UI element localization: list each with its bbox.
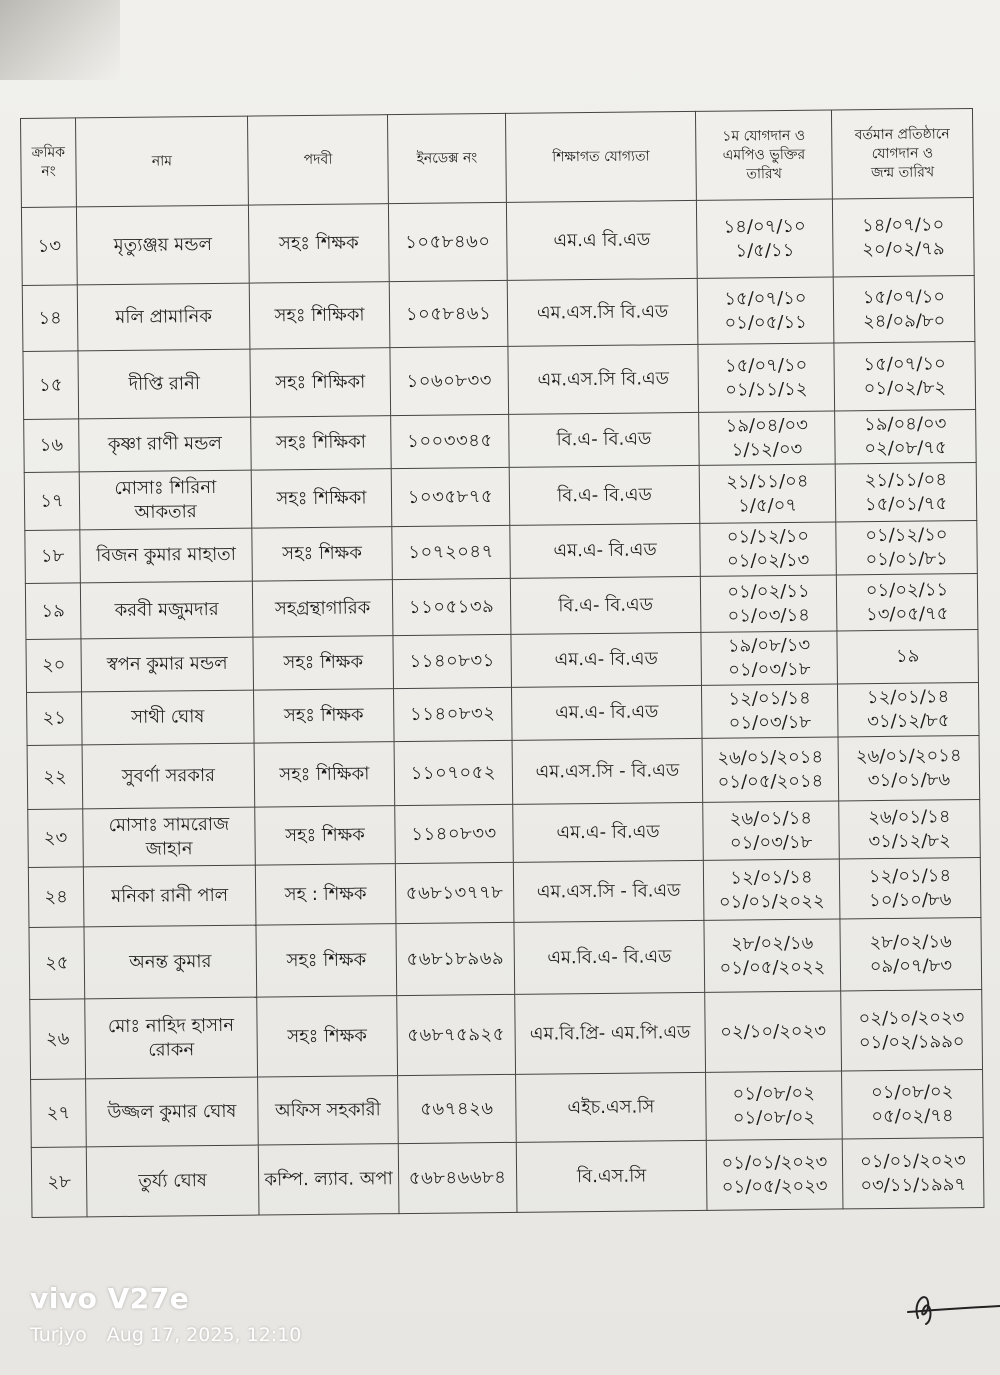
cell-name: মনিকা রানী পাল [83,865,256,927]
cell-index: ৫৬৮১৮৯৬৯ [396,922,515,995]
cell-current-join [842,1069,984,1138]
cell-first-join [699,411,836,465]
photo-caption [30,1324,315,1346]
cell-first-join [697,277,834,344]
date-line: ৩১/১২/৮৫ [867,710,950,733]
cell-name: সুবর্ণা সরকার [82,743,255,809]
cell-first-join [700,575,837,632]
cell-serial: ১৭ [24,472,80,531]
table-row [31,1069,984,1147]
cell-qualification: এম.এ বি.এড [506,200,697,280]
cell-name: অনন্ত কুমার [84,925,257,999]
date-line: ১৫/০৭/১০ [724,354,808,377]
date-line: ২৮/০২/১৬ [730,932,814,955]
cell-designation: সহঃ শিক্ষক [257,996,398,1077]
cell-designation: সহঃ শিক্ষক [248,204,389,283]
cell-name: স্বপন কুমার মন্ডল [81,637,254,692]
cell-current-join [832,198,974,277]
date-line: ০১/০২/১১ [865,578,949,601]
cell-name: মৃত্যুঞ্জয় মন্ডল [76,205,249,285]
date-line: ০১/০১/২০২৩ [860,1149,966,1172]
cell-designation: সহ : শিক্ষক [255,864,396,925]
cell-first-join [704,919,841,992]
table-row [23,342,976,420]
cell-first-join [701,631,838,685]
date-line: ০৩/১১/১৯৯৭ [860,1173,967,1196]
date-line: ০১/০৩/১৮ [728,658,811,681]
date-line: ০১/০৫/২০২২ [719,956,826,979]
cell-serial: ২৬ [30,999,86,1080]
cell-current-join [836,521,978,575]
header-first-join-line: ১ম যোগদান ও [722,127,806,145]
date-line: ০১/০১/৮১ [865,548,948,571]
cell-index: ১১০৭০৫২ [394,740,513,805]
date-line: ০৯/০৭/৮৩ [869,954,953,977]
cell-name: সাথী ঘোষ [82,690,255,745]
date-line: ১৯ [895,645,920,667]
cell-serial: ১৩ [21,207,77,286]
cell-serial: ১৪ [22,285,78,352]
cell-designation: সহঃ শিক্ষিকা [254,742,395,807]
cell-qualification: বি.এ- বি.এড [509,465,700,525]
cell-designation: কম্পি. ল্যাব. অপা [258,1144,399,1215]
cell-serial: ২০ [26,639,82,693]
cell-name: উজ্জল কুমার ঘোষ [86,1077,259,1147]
date-line: ১৫/০৭/১০ [863,352,946,375]
date-line: ০২/১০/২০২৩ [858,1006,965,1029]
table-row [28,857,981,927]
date-line: ০১/০৩/১৪ [727,604,810,627]
date-line: ১২/০১/১৪ [728,687,811,710]
camera-watermark: vivo V27e [30,1282,190,1315]
cell-designation: সহঃ শিক্ষক [256,924,397,997]
cell-index: ১০৭২০৪৭ [392,525,511,579]
cell-index: ১১৪০৮৩২ [393,687,512,741]
cell-index: ৫৬৮৭৫৯২৫ [397,994,516,1075]
cell-current-join [835,463,977,522]
table-row [30,989,983,1079]
table-row [28,799,981,867]
header-row [21,109,974,208]
cell-serial: ২৩ [28,809,84,868]
date-line: ১২/০১/১৪ [868,864,952,887]
cell-qualification: এইচ.এস.সি [516,1072,707,1142]
date-line: ১৪/০৭/১০ [861,213,945,236]
date-line: ০১/১২/১০ [726,525,810,548]
date-line: ২৮/০২/১৬ [869,930,952,953]
cell-designation: সহগ্রন্থাগারিক [252,580,393,637]
header-designation: পদবী [247,115,388,205]
date-line: ২৬/০১/১৪ [729,807,813,830]
cell-name: তুর্য্য ঘোষ [86,1145,259,1217]
date-line: ০৫/০২/৭৪ [871,1104,954,1127]
cell-name: মলি প্রামানিক [77,283,250,351]
date-line: ১৯/০৮/১৩ [727,634,811,657]
date-line: ৩১/০১/৮৬ [867,768,951,791]
table-row [27,735,980,809]
cell-current-join [841,989,983,1070]
date-line: ১৯/০৪/০৩ [864,413,947,436]
table-row [25,574,978,640]
cell-designation: সহঃ শিক্ষক [254,689,395,743]
date-line: ০১/০২/১১ [727,580,810,603]
cell-first-join [700,522,837,576]
cell-qualification: এম.এ- বি.এড [513,802,704,862]
cell-serial: ২৫ [29,927,85,1000]
page-corner-shadow [0,0,120,80]
cell-name: কৃষ্ণা রাণী মন্ডল [79,417,252,472]
cell-qualification: এম.এ- বি.এড [510,523,701,578]
header-current-join-line: জন্ম তারিখ [871,163,935,181]
cell-designation: সহঃ শিক্ষক [252,527,393,581]
date-line: ২১/১১/০৪ [864,468,948,491]
cell-qualification: এম.বি.প্রি- এম.পি.এড [515,992,706,1074]
table-row [22,276,975,352]
date-line: ১৩/০৫/৭৫ [865,602,949,625]
signature-mark [904,1280,1000,1330]
table-row [29,917,982,999]
cell-designation: অফিস সহকারী [258,1076,399,1145]
date-line: ০১/০৩/১৮ [728,711,812,734]
cell-name: মোসাঃ শিরিনা আকতার [79,470,252,530]
cell-current-join [838,735,980,800]
cell-current-join [839,799,981,858]
cell-name: বিজন কুমার মাহাতা [80,528,253,583]
date-line: ১/১২/০৩ [731,438,803,461]
cell-serial: ২২ [27,745,83,810]
cell-index: ১০০৩৩৪৫ [391,414,510,468]
cell-qualification: বি.এ- বি.এড [509,412,700,467]
date-line: ০১/০২/১৯৯০ [858,1030,965,1053]
cell-qualification: এম.এস.সি - বি.এড [513,860,704,922]
date-line: ০১/০৫/২০১৪ [717,770,824,793]
cell-current-join [833,276,975,343]
header-current-join-line: যোগদান ও [871,144,934,162]
date-line: ০১/০৮/০২ [870,1080,954,1103]
cell-index: ১০৫৮৪৬১ [389,280,508,347]
date-line: ০১/০৮/০২ [732,1106,816,1129]
cell-current-join [834,342,976,411]
cell-name: মোসাঃ সামরোজ জাহান [83,807,256,867]
date-line: ০১/০৩/১৮ [729,831,813,854]
cell-serial: ১৮ [25,530,81,584]
table-row [21,198,974,286]
cell-first-join [696,199,833,278]
header-name: নাম [76,116,249,207]
header-qualification: শিক্ষাগত যোগ্যতা [505,111,696,202]
cell-index: ৫৬৭৪২৬ [398,1074,517,1143]
cell-designation: সহঃ শিক্ষিকা [250,348,391,417]
date-line: ০১/১১/১২ [725,378,808,401]
header-first-join-line: এমপিও ভুক্তির [722,146,806,164]
cell-current-join [837,629,979,683]
cell-first-join [705,991,842,1072]
cell-qualification: বি.এস.সি [516,1140,707,1212]
cell-designation: সহঃ শিক্ষিকা [251,469,392,528]
date-line: ২১/১১/০৪ [726,470,809,493]
cell-serial: ২৭ [31,1079,87,1148]
date-line: ১২/০১/১৪ [730,866,813,889]
cell-current-join [837,682,979,736]
cell-qualification: এম.বি.এ- বি.এড [514,920,705,994]
header-first-join-line: তারিখ [746,165,782,182]
date-line: ০২/১০/২০২৩ [720,1020,827,1043]
cell-first-join [706,1071,843,1140]
cell-designation: সহঃ শিক্ষক [253,636,394,690]
table-row [31,1137,984,1217]
cell-index: ৫৬৮৪৬৬৮৪ [398,1142,517,1213]
date-line: ০১/০১/২০২২ [718,890,825,913]
photo-datetime: Aug 17, 2025, 12:10 [106,1324,302,1346]
header-index: ইনডেক্স নং [387,113,506,203]
date-line: ১/৫/০৭ [738,494,798,517]
cell-current-join [839,857,981,918]
date-line: ০২/০৮/৭৫ [864,437,947,460]
cell-first-join [699,464,836,523]
date-line: ১২/০১/১৪ [866,686,950,709]
cell-current-join [840,917,982,990]
cell-current-join [842,1137,984,1208]
cell-name: করবী মজুমদার [80,581,253,639]
cell-first-join [702,737,839,802]
date-line: ০১/০৮/০২ [732,1082,816,1105]
staff-table [20,108,984,1218]
cell-index: ১১৪০৮৩১ [393,634,512,688]
date-line: ২০/০২/৭৯ [862,237,945,260]
date-line: ১৯/০৪/০৩ [725,414,809,437]
date-line: ১০/১০/৮৬ [868,888,952,911]
date-line: ১/৫/১১ [735,239,795,262]
cell-serial: ১৫ [23,351,79,420]
cell-qualification: এম.এস.সি বি.এড [507,278,698,346]
cell-current-join [836,574,978,631]
cell-name: মোঃ নাহিদ হাসান রোকন [85,997,258,1079]
date-line: ০১/০২/৮২ [863,376,947,399]
date-line: ০১/০২/১৩ [726,549,810,572]
cell-qualification: এম.এস.সি বি.এড [508,344,699,414]
date-line: ১৫/০৭/১০ [724,287,807,310]
cell-first-join [703,859,840,920]
cell-designation: সহঃ শিক্ষক [255,806,396,865]
header-first-join [695,110,832,200]
cell-serial: ১৬ [24,419,80,473]
table-body [21,198,984,1218]
cell-qualification: বি.এ- বি.এড [510,576,701,634]
date-line: ১৪/০৭/১০ [723,215,806,238]
cell-qualification: এম.এস.সি - বি.এড [512,738,703,804]
cell-qualification: এম.এ- বি.এড [511,685,702,740]
date-line: ২৬/০১/১৪ [868,805,951,828]
cell-serial: ২৪ [28,867,84,928]
cell-index: ১০৬০৮৩৩ [390,346,509,415]
header-serial: ক্রমিক নং [21,118,77,208]
date-line: ০১/১২/১০ [865,524,948,547]
cell-designation: সহঃ শিক্ষিকা [251,416,392,470]
table-row [24,463,977,531]
cell-index: ১১০৫১৩৯ [392,578,511,635]
cell-serial: ২১ [27,692,83,746]
cell-designation: সহঃ শিক্ষিকা [249,282,390,349]
cell-first-join [698,343,835,412]
date-line: ১৫/০১/৭৫ [864,492,948,515]
date-line: ১৫/০৭/১০ [862,285,946,308]
cell-serial: ১৯ [25,583,81,640]
header-current-join [831,109,973,199]
cell-index: ১১৪০৮৩৩ [395,804,514,863]
cell-serial: ২৮ [31,1147,87,1218]
date-line: ০১/০৫/১১ [724,311,807,334]
date-line: ৩১/১২/৮২ [868,829,951,852]
cell-qualification: এম.এ- বি.এড [511,632,702,687]
cell-first-join [706,1139,843,1210]
cell-first-join [701,684,838,738]
date-line: ২৪/০৯/৮০ [862,309,946,332]
cell-first-join [703,801,840,860]
cell-current-join [835,410,977,464]
cell-index: ১০৩৫৮৭৫ [391,467,510,526]
date-line: ০১/০৫/২০২৩ [721,1175,828,1198]
cell-index: ১০৫৮৪৬০ [388,202,507,281]
date-line: ০১/০১/২০২৩ [721,1151,828,1174]
header-current-join-line: বর্তমান প্রতিষ্ঠানে [854,125,950,143]
date-line: ২৬/০১/২০১৪ [855,744,962,767]
date-line: ২৬/০১/২০১৪ [717,746,824,769]
photo-author: Turjyo [30,1324,87,1346]
cell-index: ৫৬৮১৩৭৭৮ [395,862,514,923]
cell-name: দীপ্তি রানী [78,349,251,419]
